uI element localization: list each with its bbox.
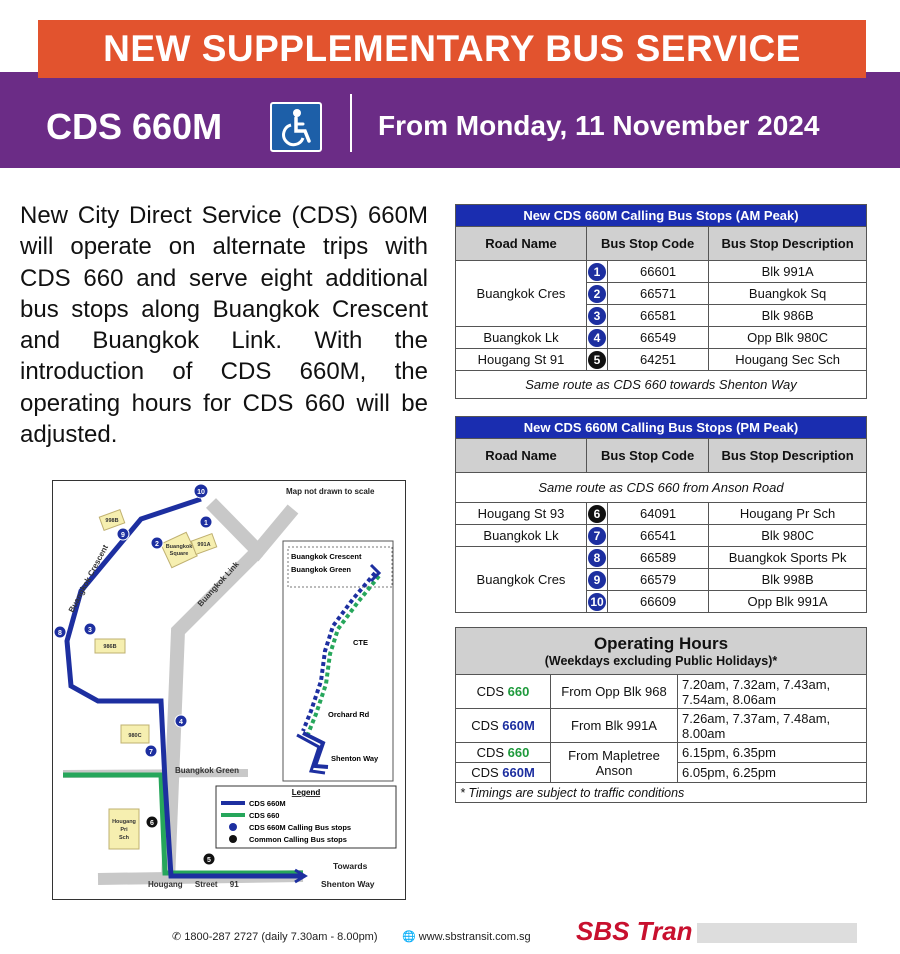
am-road-name: Hougang St 91: [456, 349, 587, 371]
am-peak-table: [455, 204, 867, 399]
stop-number-badge: 2: [588, 285, 606, 303]
sbs-transit-logo: SBS Tran: [576, 916, 857, 947]
bus-stop-code: 64091: [608, 503, 709, 525]
bus-stop-desc: Opp Blk 991A: [709, 591, 867, 613]
legend-title: Legend: [291, 788, 321, 797]
bus-stop-desc: Buangkok Sq: [709, 283, 867, 305]
pm-peak-table: [455, 416, 867, 613]
globe-icon: 🌐: [402, 931, 416, 943]
footer-website[interactable]: 🌐 www.sbstransit.com.sg: [402, 931, 531, 943]
start-date: From Monday, 11 November 2024: [378, 110, 820, 141]
bus-stop-desc: Opp Blk 980C: [709, 327, 867, 349]
stop-marker: 7: [149, 749, 153, 756]
departure-times: 6.15pm, 6.35pm: [678, 743, 867, 763]
origin-label: From Opp Blk 968: [551, 675, 678, 709]
bus-stop-desc: Blk 986B: [709, 305, 867, 327]
bus-stop-desc: Blk 998B: [709, 569, 867, 591]
map-legend: [216, 786, 396, 848]
legend-item: CDS 660: [249, 811, 280, 820]
am-road-buangkok-cres: Buangkok Cres: [456, 261, 587, 327]
bus-stop-desc: Hougang Sec Sch: [709, 349, 867, 371]
road-label-hougang-st-91: Hougang Street 91: [148, 880, 239, 889]
blurred-watermark: [697, 923, 857, 943]
wheelchair-accessible-icon: [270, 102, 322, 152]
bus-stop-code: 66581: [608, 305, 709, 327]
bus-stop-code: 64251: [608, 349, 709, 371]
buildings: [95, 510, 217, 849]
am-road-name: Buangkok Lk: [456, 327, 587, 349]
service-code: CDS 660M: [46, 106, 223, 147]
road-label-buangkok-crescent: Buangkok Crescent: [66, 543, 111, 614]
stop-marker: 3: [88, 627, 92, 634]
stop-marker: 4: [179, 719, 183, 726]
bus-stop-code: 66579: [608, 569, 709, 591]
inset-label-green: Buangkok Green: [291, 565, 352, 574]
building-label: 998B: [105, 518, 119, 524]
intro-paragraph: New City Direct Service (CDS) 660M will operate on alternate trips with CDS 660 and serve eight additional bus stops along Buangkok Crescent and Buangkok Link. With the introduction of CDS 660M, the operating hours for CDS 660 will be adjusted.: [20, 202, 428, 449]
map-scale-note: Map not drawn to scale: [286, 487, 375, 496]
operating-hours-table: [455, 627, 867, 803]
inset-label-orchard: Orchard Rd: [328, 710, 370, 719]
col-bus-stop-desc: Bus Stop Description: [709, 227, 867, 261]
pm-road-name: Buangkok Lk: [456, 525, 587, 547]
origin-label: From Mapletree Anson: [551, 743, 678, 783]
bus-stop-code: 66601: [608, 261, 709, 283]
stop-number-badge: 5: [588, 351, 606, 369]
towards-destination: Shenton Way: [321, 879, 375, 889]
bus-stop-code: 66609: [608, 591, 709, 613]
service-label: CDS 660: [456, 675, 551, 709]
building-label: Square: [169, 551, 189, 557]
service-label: CDS 660M: [456, 763, 551, 783]
stop-marker: 1: [204, 520, 208, 527]
stop-marker: 5: [207, 857, 211, 864]
towards-label: Towards: [333, 861, 368, 871]
bus-stop-code: 66541: [608, 525, 709, 547]
stop-marker: 9: [121, 532, 125, 539]
bus-stop-desc: Hougang Pr Sch: [709, 503, 867, 525]
col-bus-stop-desc: Bus Stop Description: [709, 439, 867, 473]
inset-label-cte: CTE: [353, 638, 368, 647]
col-road-name: Road Name: [456, 227, 587, 261]
building-label: 980C: [128, 733, 142, 739]
footer-phone: ✆ 1800-287 2727 (daily 7.30am - 8.00pm): [172, 931, 378, 943]
bus-stop-desc: Blk 991A: [709, 261, 867, 283]
banner: [0, 0, 900, 168]
inset-map: [283, 541, 393, 781]
building-label: Buangkok: [165, 544, 193, 550]
legend-item: CDS 660M Calling Bus stops: [249, 823, 352, 832]
bus-stop-code: 66589: [608, 547, 709, 569]
stop-number-badge: 4: [588, 329, 606, 347]
stop-number-badge: 1: [588, 263, 606, 281]
legend-item: CDS 660M: [249, 799, 286, 808]
legend-item: Common Calling Bus stops: [249, 835, 347, 844]
building-label: Sch: [118, 835, 130, 841]
building-label: 991A: [197, 542, 211, 548]
pm-road-buangkok-cres: Buangkok Cres: [456, 547, 587, 613]
route-map: [52, 480, 406, 900]
stop-number-badge: 6: [588, 505, 606, 523]
operating-hours-title: Operating Hours: [593, 634, 729, 653]
col-road-name: Road Name: [456, 439, 587, 473]
road-buangkok-link-top: [211, 503, 293, 551]
stop-number-badge: 10: [588, 593, 606, 611]
stop-number-badge: 7: [588, 527, 606, 545]
pm-road-name: Hougang St 93: [456, 503, 587, 525]
service-label: CDS 660M: [456, 709, 551, 743]
timing-footnote: * Timings are subject to traffic conditions: [456, 783, 867, 803]
stop-marker: 10: [197, 489, 205, 496]
bus-stop-code: 66549: [608, 327, 709, 349]
road-label-buangkok-link: Buangkok Link: [195, 559, 241, 609]
col-bus-stop-code: Bus Stop Code: [587, 439, 709, 473]
road-label-buangkok-green: Buangkok Green: [175, 766, 240, 775]
departure-times: 7.20am, 7.32am, 7.43am, 7.54am, 8.06am: [678, 675, 867, 709]
inset-label-shenton: Shenton Way: [331, 754, 379, 763]
operating-hours-header: [456, 628, 867, 675]
inset-label-crescent: Buangkok Crescent: [291, 552, 362, 561]
banner-title: NEW SUPPLEMENTARY BUS SERVICE: [38, 20, 866, 78]
departure-times: 7.26am, 7.37am, 7.48am, 8.00am: [678, 709, 867, 743]
departure-times: 6.05pm, 6.25pm: [678, 763, 867, 783]
stop-marker: 6: [150, 820, 154, 827]
origin-label: From Blk 991A: [551, 709, 678, 743]
bus-stop-code: 66571: [608, 283, 709, 305]
stop-number-badge: 9: [588, 571, 606, 589]
am-table-title: New CDS 660M Calling Bus Stops (AM Peak): [456, 205, 867, 227]
stop-marker: 8: [58, 630, 62, 637]
building-label: Pri: [120, 827, 128, 833]
bus-stop-desc: Buangkok Sports Pk: [709, 547, 867, 569]
am-table-note: Same route as CDS 660 towards Shenton Way: [456, 371, 867, 399]
building-label: Hougang: [112, 819, 136, 825]
stop-marker: 2: [155, 541, 159, 548]
banner-divider: [350, 94, 352, 152]
pm-table-note: Same route as CDS 660 from Anson Road: [456, 473, 867, 503]
stop-number-badge: 8: [588, 549, 606, 567]
phone-icon: ✆: [172, 931, 182, 943]
pm-table-title: New CDS 660M Calling Bus Stops (PM Peak): [456, 417, 867, 439]
stop-number-badge: 3: [588, 307, 606, 325]
service-label: CDS 660: [456, 743, 551, 763]
route-map-drawing: [53, 481, 405, 899]
bus-stop-desc: Blk 980C: [709, 525, 867, 547]
building-label: 986B: [103, 644, 117, 650]
operating-hours-subtitle: (Weekdays excluding Public Holidays)*: [544, 654, 778, 668]
col-bus-stop-code: Bus Stop Code: [587, 227, 709, 261]
